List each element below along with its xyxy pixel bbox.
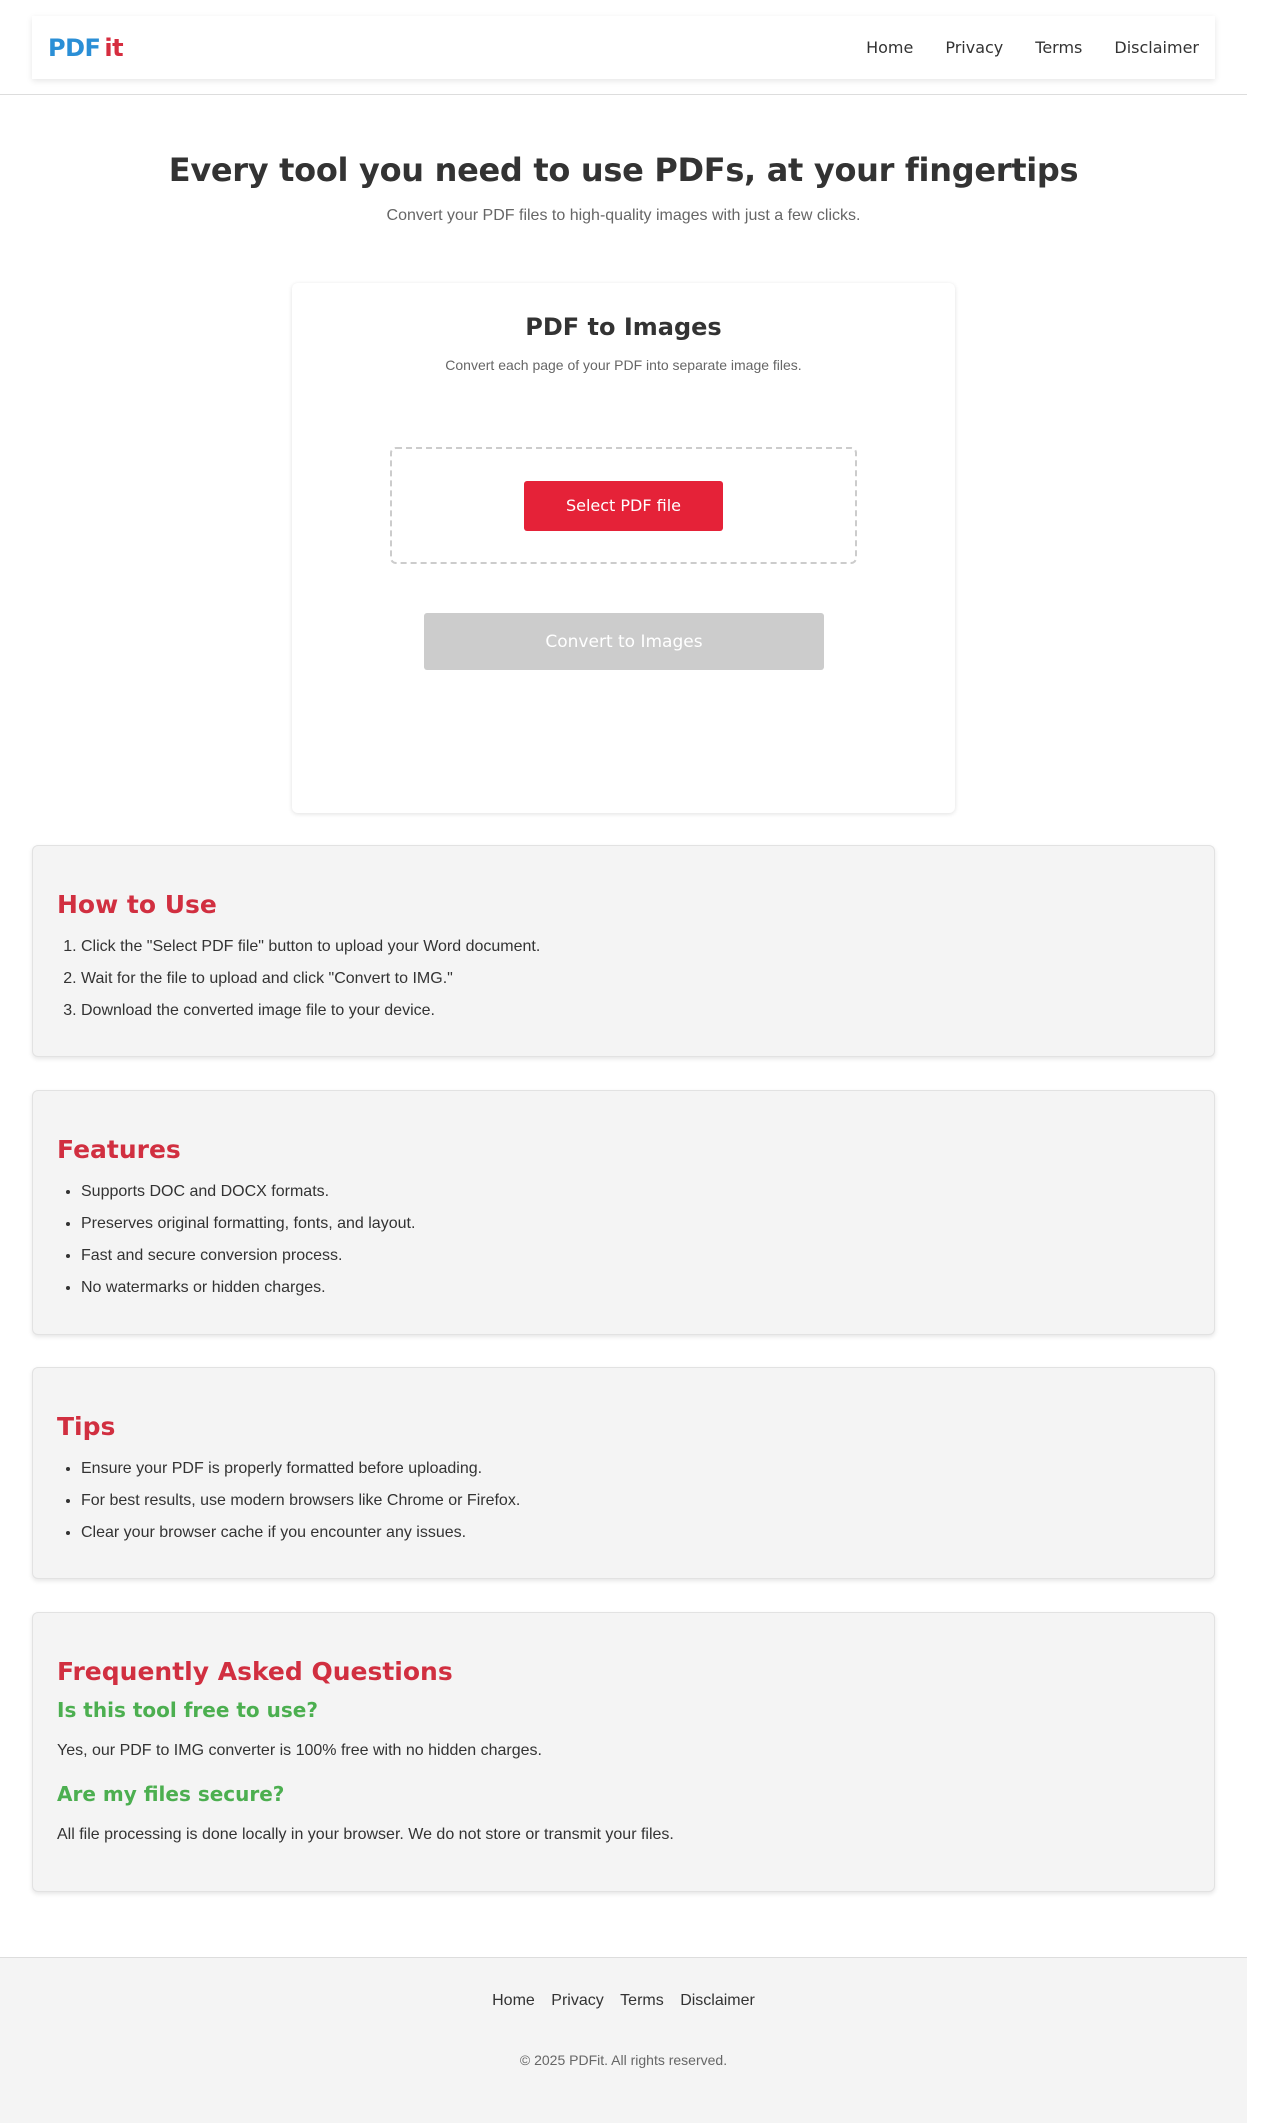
nav-terms-link[interactable]: Terms — [1035, 38, 1083, 57]
logo[interactable] — [48, 34, 123, 62]
main-nav — [834, 38, 1199, 57]
nav-home-link[interactable]: Home — [866, 38, 914, 57]
list-item: 3. Download the converted image file to your device. — [81, 995, 1190, 1027]
faq-question: Is this tool free to use? — [57, 1698, 318, 1722]
faq-title: Frequently Asked Questions — [57, 1657, 453, 1686]
list-item: • Ensure your PDF is properly formatted before uploading. — [81, 1453, 1190, 1485]
faq-question: Are my files secure? — [57, 1782, 285, 1806]
footer-home-link[interactable]: Home — [492, 1992, 535, 2009]
hero-title: Every tool you need to use PDFs, at your fingertips — [168, 151, 1079, 189]
footer-terms-link[interactable]: Terms — [620, 1992, 664, 2009]
how-to-use-section — [32, 845, 1215, 1057]
list-item: 2. Wait for the file to upload and click "Convert to IMG." — [81, 963, 1190, 995]
convert-to-images-button[interactable]: Convert to Images — [424, 613, 824, 670]
tips-list — [57, 1453, 1190, 1549]
tool-title: PDF to Images — [525, 313, 722, 341]
site-footer — [0, 1957, 1247, 2123]
copyright-text: © 2025 PDFit. All rights reserved. — [519, 2052, 728, 2068]
tips-title: Tips — [57, 1412, 116, 1441]
footer-nav — [0, 1992, 1247, 2010]
features-title: Features — [57, 1135, 181, 1164]
logo-pdf-text: PDF — [48, 33, 101, 62]
features-list — [57, 1176, 1190, 1304]
faq-section — [32, 1612, 1215, 1892]
faq-answer: All file processing is done locally in your browser. We do not store or transmit your files. — [57, 1826, 674, 1843]
list-item: • For best results, use modern browsers like Chrome or Firefox. — [81, 1485, 1190, 1517]
steps-list — [57, 931, 1190, 1027]
list-item: • Supports DOC and DOCX formats. — [81, 1176, 1190, 1208]
list-item: • Preserves original formatting, fonts, and layout. — [81, 1208, 1190, 1240]
list-item: 1. Click the "Select PDF file" button to upload your Word document. — [81, 931, 1190, 963]
tool-subtitle: Convert each page of your PDF into separate image files. — [445, 357, 802, 373]
faq-answer: Yes, our PDF to IMG converter is 100% free with no hidden charges. — [57, 1742, 542, 1759]
list-item: • Fast and secure conversion process. — [81, 1240, 1190, 1272]
list-item: • Clear your browser cache if you encounter any issues. — [81, 1517, 1190, 1549]
features-section — [32, 1090, 1215, 1335]
site-header — [0, 0, 1247, 95]
how-to-use-title: How to Use — [57, 890, 217, 919]
nav-privacy-link[interactable]: Privacy — [945, 38, 1004, 57]
select-pdf-button[interactable]: Select PDF file — [524, 481, 723, 531]
hero — [0, 95, 1247, 225]
logo-it-text: it — [104, 33, 124, 62]
footer-disclaimer-link[interactable]: Disclaimer — [680, 1992, 755, 2009]
list-item: • No watermarks or hidden charges. — [81, 1272, 1190, 1304]
tips-section — [32, 1367, 1215, 1579]
navbar — [32, 16, 1215, 79]
hero-subtitle: Convert your PDF files to high-quality images with just a few clicks. — [386, 207, 861, 224]
nav-disclaimer-link[interactable]: Disclaimer — [1114, 38, 1199, 57]
file-drop-zone[interactable] — [390, 447, 857, 564]
footer-privacy-link[interactable]: Privacy — [551, 1992, 604, 2009]
tool-card — [292, 283, 955, 813]
